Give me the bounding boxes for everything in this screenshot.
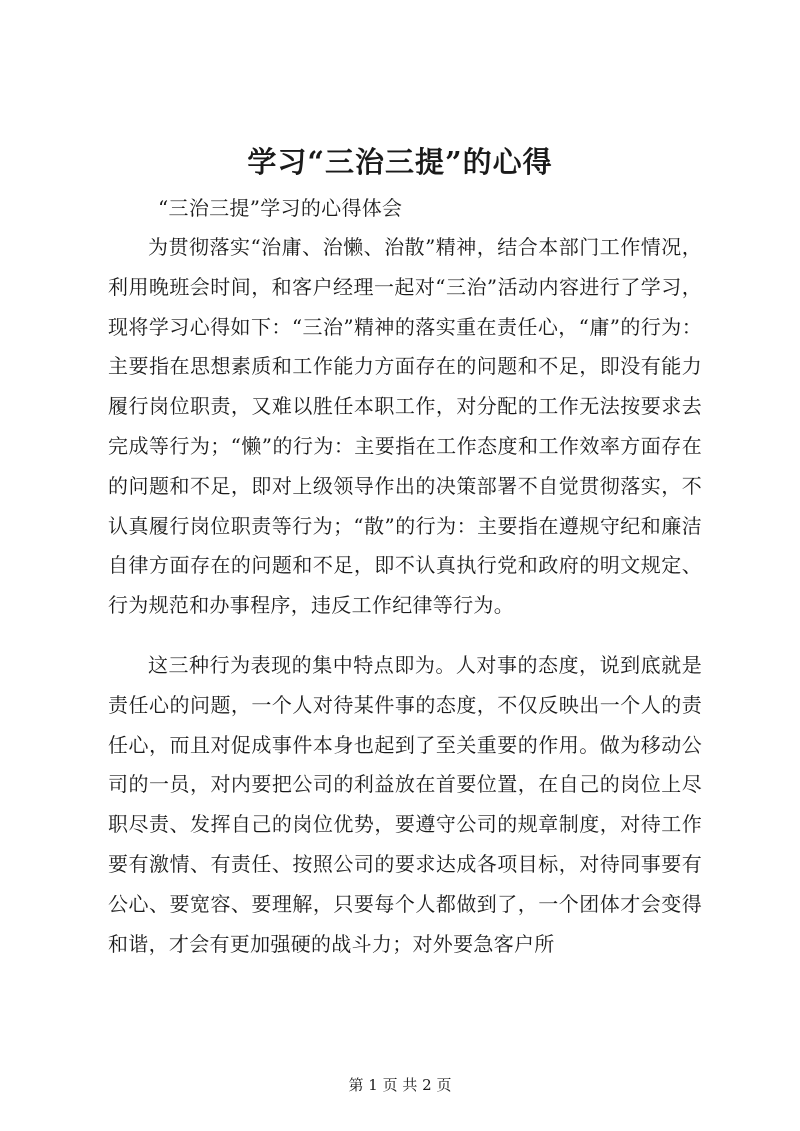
paragraph-2: 这三种行为表现的集中特点即为。人对事的态度，说到底就是责任心的问题，一个人对待某件事的态度，不仅反映出一个人的责任心，而且对促成事件本身也起到了至关重要的作用。做为移动公司的一员，对内要把公司的利益放在首要位置，在自己的岗位上尽职尽责、发挥自己的岗位优势，要遵守公司的规章制度，对待工作要有激情、有责任、按照公司的要求达成各项目标，对待同事要有公心、要宽容、要理解，只要每个人都做到了，一个团体才会变得和谐，才会有更加强硬的战斗力；对外要急客户所 (108, 653, 702, 956)
page-number-footer: 第 1 页 共 2 页 (348, 1076, 452, 1094)
paragraph-1: 为贯彻落实“治庸、治懒、治散”精神，结合本部门工作情况，利用晚班会时间，和客户经理一起对“三治”活动内容进行了学习，现将学习心得如下：“三治”精神的落实重在责任心，“庸”的行为：主要指在思想素质和工作能力方面存在的问题和不足，即没有能力履行岗位职责，又难以胜任本职工作，对分配的工作无法按要求去完成等行为；“懒”的行为：主要指在工作态度和工作效率方面存在的问题和不足，即对上级领导作出的决策部署不自觉贯彻落实，不认真履行岗位职责等行为；“散”的行为：主要指在遵规守纪和廉洁自律方面存在的问题和不足，即不认真执行党和政府的明文规定、行为规范和办事程序，违反工作纪律等行为。 (108, 235, 702, 618)
document-subtitle: “三治三提”学习的心得体会 (158, 196, 403, 220)
document-title: 学习“三治三提”的心得 (247, 145, 553, 179)
